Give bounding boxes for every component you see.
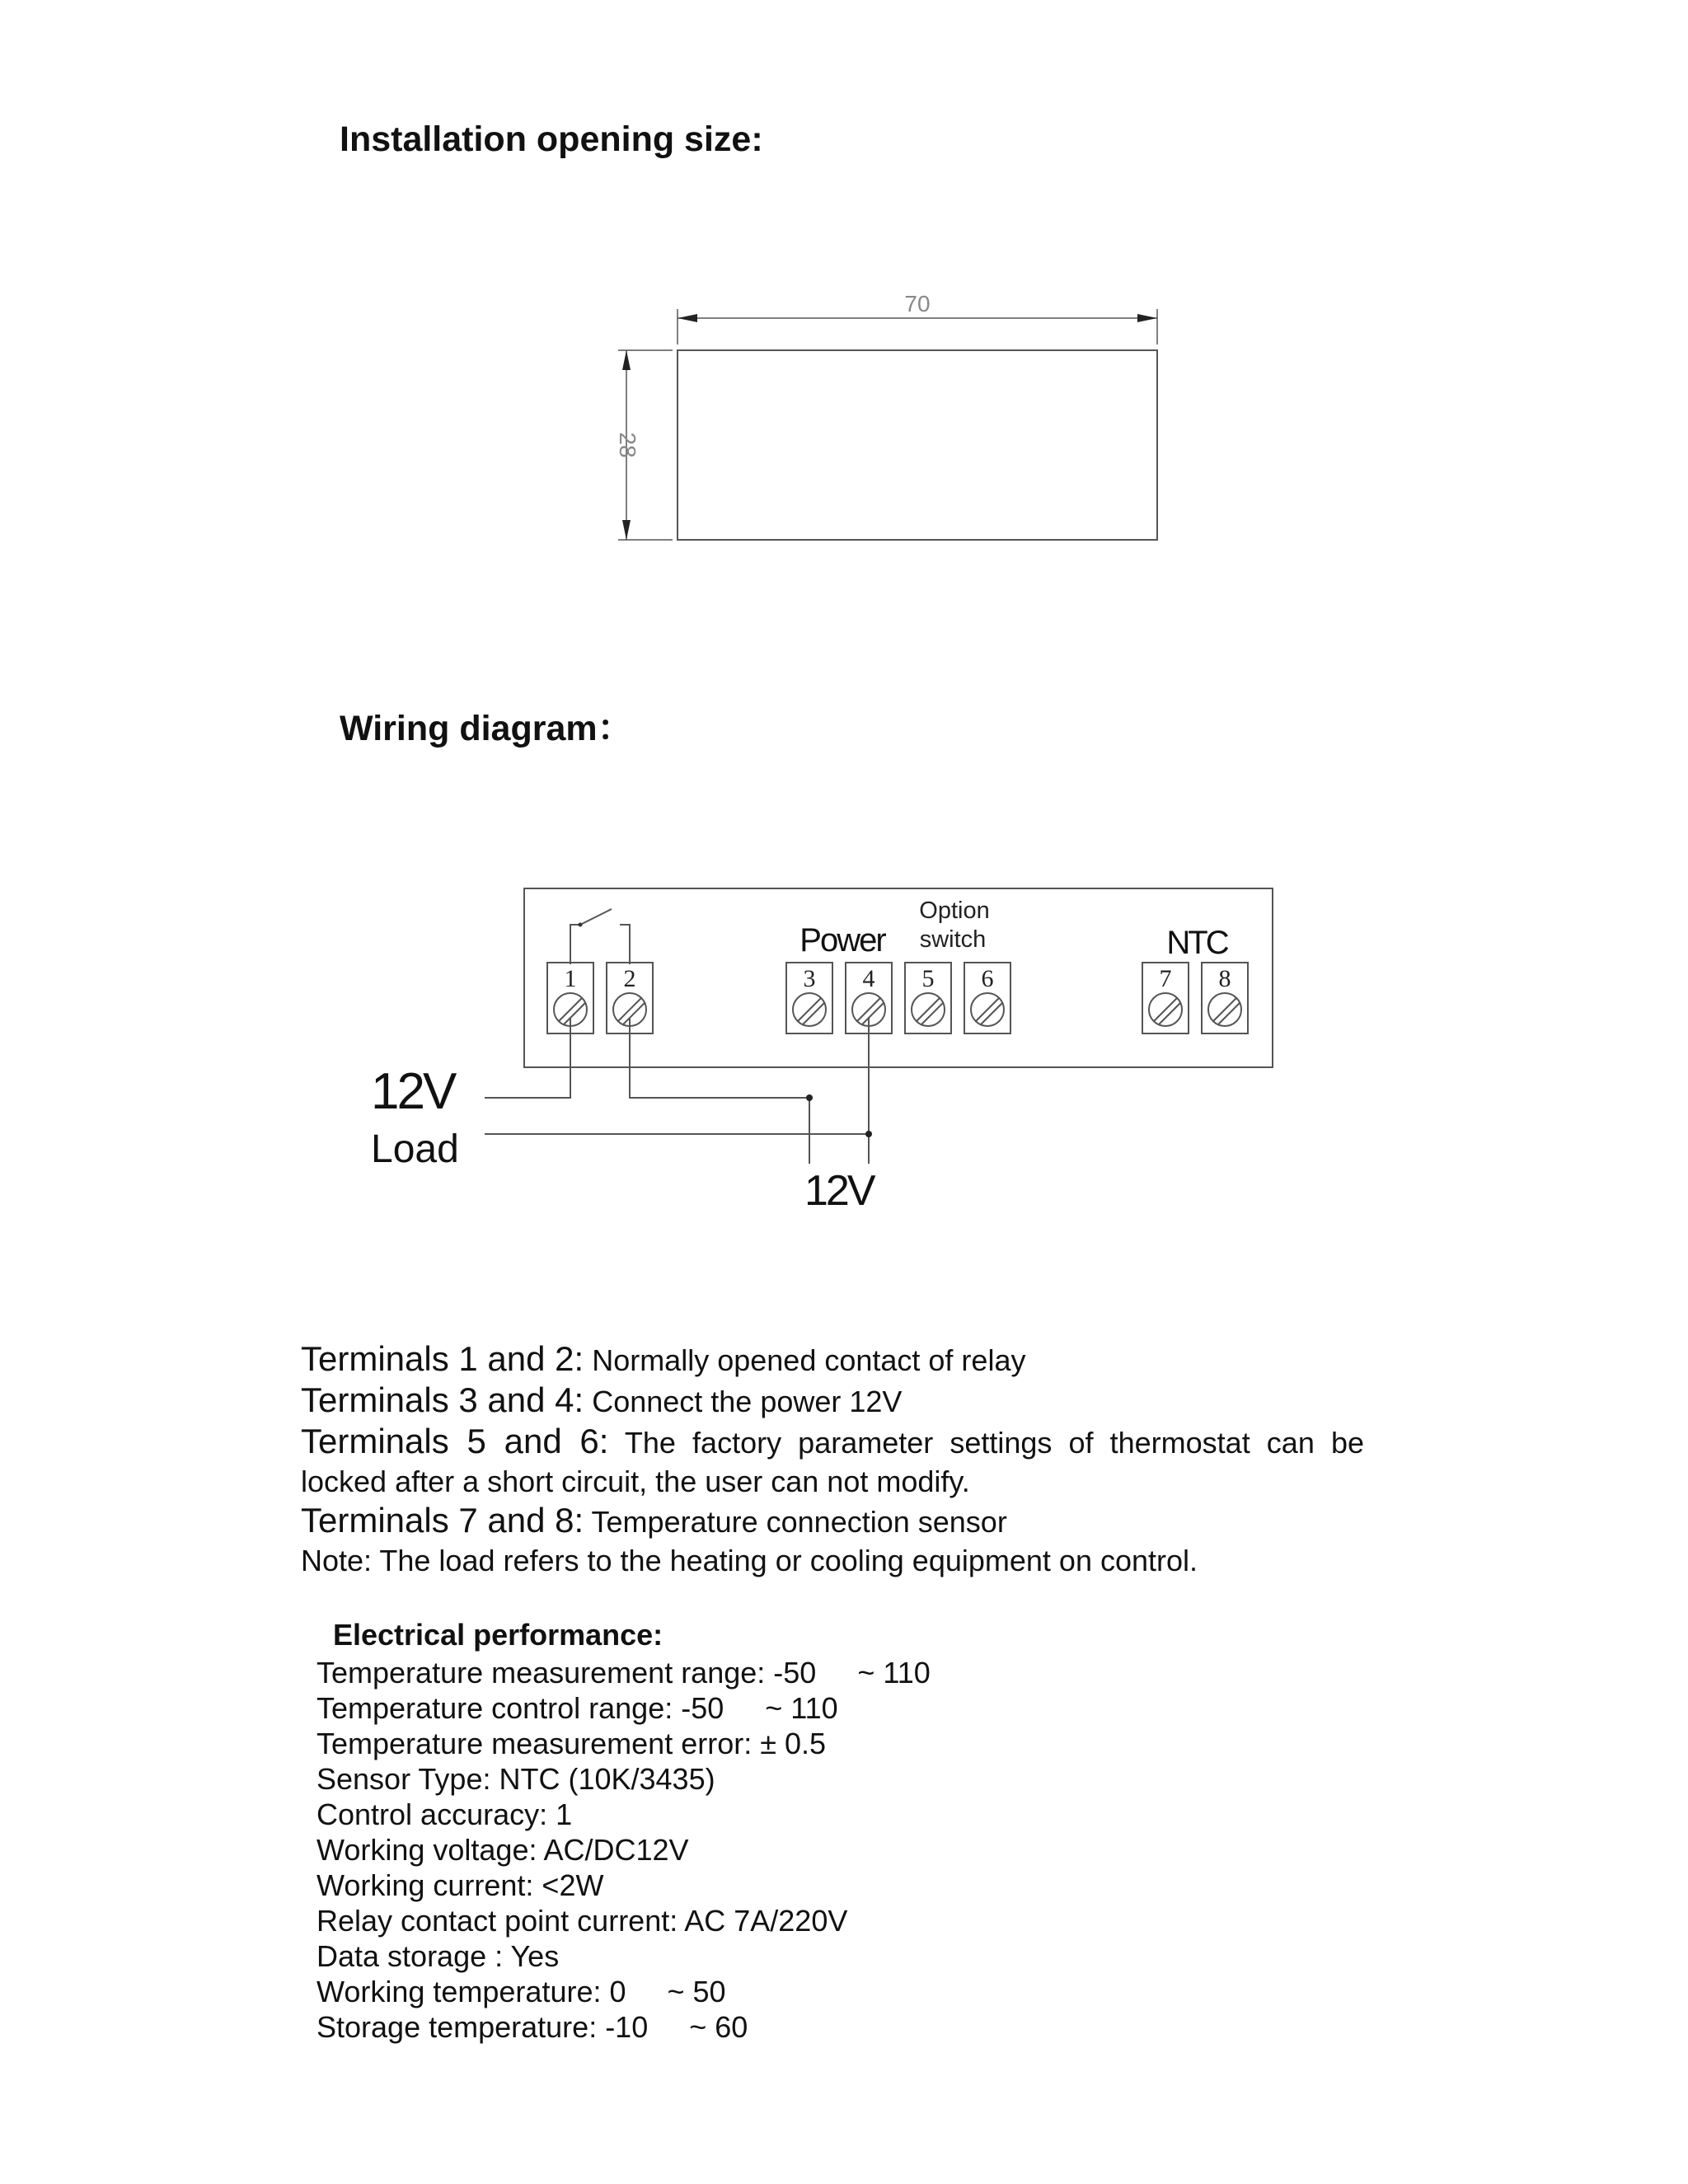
- spec-line: Relay contact point current: AC 7A/220V: [316, 1904, 848, 1938]
- ntc-label: NTC: [1166, 925, 1227, 961]
- opening-rectangle: [678, 350, 1157, 540]
- arrow-right-icon: [1137, 314, 1157, 322]
- terminal-key: Terminals 7 and 8:: [301, 1501, 584, 1540]
- wire-terminal2-power: [630, 1018, 809, 1164]
- terminal-desc: The factory parameter settings of thermostat can be: [608, 1426, 1364, 1460]
- wire-12v-terminal1: [485, 1018, 570, 1098]
- arrow-down-icon: [622, 520, 631, 540]
- terminal-block: [547, 963, 1248, 1033]
- terminal-number: 2: [623, 965, 636, 992]
- terminal-key: Terminals 3 and 4:: [301, 1380, 584, 1419]
- spec-line: Working voltage: AC/DC12V: [316, 1833, 689, 1867]
- spec-line: Sensor Type: NTC (10K/3435): [316, 1762, 715, 1796]
- terminal-desc-row: [301, 1501, 1364, 1542]
- terminal-desc: Normally opened contact of relay: [584, 1343, 1026, 1377]
- left-12v-label: 12V: [371, 1063, 455, 1120]
- option-label: Option: [919, 898, 990, 924]
- switch-label: switch: [919, 926, 987, 953]
- electrical-title: Electrical performance:: [333, 1618, 663, 1652]
- terminal-desc-row: [301, 1380, 1364, 1422]
- installation-title: Installation opening size:: [340, 120, 763, 159]
- note-text: Note: The load refers to the heating or cooling equipment on control.: [301, 1544, 1198, 1577]
- spec-line: Working temperature: 0 ~ 50: [316, 1975, 726, 2008]
- terminals-description: [301, 1339, 1364, 1580]
- power-label: Power: [799, 922, 885, 958]
- terminal-number: 1: [564, 965, 577, 992]
- load-label: Load: [371, 1127, 459, 1171]
- terminal-number: 8: [1218, 965, 1231, 992]
- spec-line: Temperature control range: -50 ~ 110: [316, 1691, 838, 1725]
- spec-line: Control accuracy: 1: [316, 1797, 573, 1831]
- relay-wire-left: [570, 925, 580, 964]
- bottom-12v-label: 12V: [804, 1167, 874, 1215]
- wiring-title: Wiring diagram：: [340, 709, 633, 748]
- terminal-desc-row: [301, 1422, 1364, 1463]
- height-dimension-label: 28: [615, 432, 640, 458]
- spec-line: Temperature measurement range: -50 ~ 110: [316, 1656, 931, 1690]
- terminal-key: Terminals 5 and 6:: [301, 1422, 609, 1460]
- terminal-number: 7: [1159, 965, 1172, 992]
- junction-dot: [865, 1131, 872, 1137]
- terminal-number: 5: [921, 965, 935, 992]
- terminal-key: Terminals 1 and 2:: [301, 1339, 584, 1378]
- opening-size-drawing: [618, 309, 1157, 540]
- terminal-number: 3: [803, 965, 816, 992]
- spec-line: Temperature measurement error: ± 0.5: [316, 1727, 827, 1760]
- junction-dot: [806, 1094, 813, 1101]
- terminal-desc: Temperature connection sensor: [584, 1505, 1007, 1539]
- spec-line: Data storage : Yes: [316, 1939, 560, 1973]
- terminal-desc-continuation: locked after a short circuit, the user can not modify.: [301, 1465, 970, 1498]
- terminal-desc-row: [301, 1339, 1364, 1380]
- terminal-desc: Connect the power 12V: [584, 1385, 903, 1418]
- width-dimension-label: 70: [904, 291, 931, 316]
- relay-wire-right: [620, 925, 630, 964]
- electrical-performance: [316, 1615, 931, 2045]
- spec-line: Working current: <2W: [316, 1868, 604, 1902]
- spec-line: Storage temperature: -10 ~ 60: [316, 2010, 748, 2044]
- arrow-up-icon: [622, 350, 631, 370]
- relay-switch-icon: [580, 909, 612, 925]
- terminal-number: 6: [981, 965, 994, 992]
- terminal-number: 4: [862, 965, 875, 992]
- arrow-left-icon: [678, 314, 697, 322]
